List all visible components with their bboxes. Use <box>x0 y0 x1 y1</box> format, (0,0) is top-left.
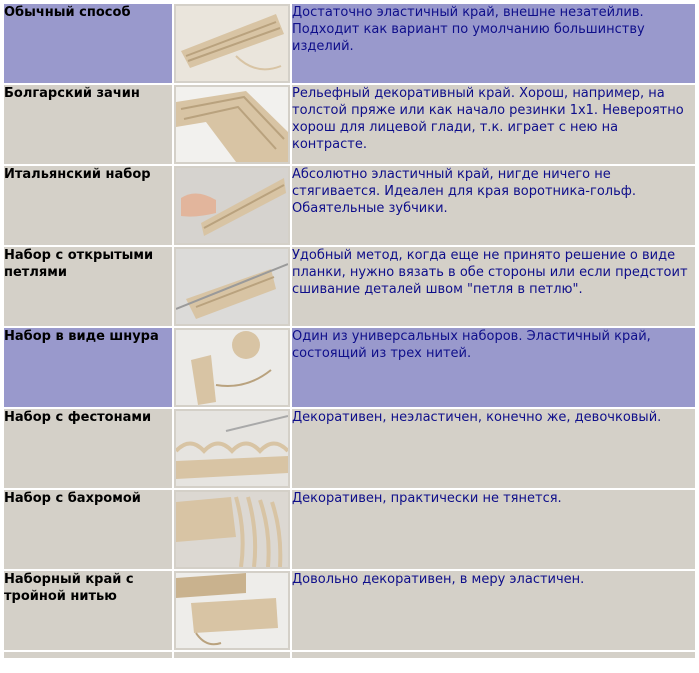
method-description: Довольно декоративен, в меру эластичен. <box>292 571 695 650</box>
table-row <box>4 652 695 658</box>
knit-edge-photo-icon <box>174 409 290 488</box>
method-description: Декоративен, практически не тянется. <box>292 490 695 569</box>
table-row <box>4 490 695 569</box>
knit-edge-photo-icon <box>174 85 290 164</box>
method-description: Абсолютно эластичный край, нигде ничего не стягивается. Идеален для края воротника-гольф. Обаятельные зубчики. <box>292 166 695 245</box>
cast-on-methods-table <box>2 2 697 660</box>
table-row <box>4 85 695 164</box>
knit-edge-photo-icon <box>174 4 290 83</box>
table-row <box>4 166 695 245</box>
method-description: Декоративен, неэластичен, конечно же, девочковый. <box>292 409 695 488</box>
table-row <box>4 4 695 83</box>
table-row <box>4 409 695 488</box>
table-row <box>4 247 695 326</box>
method-name: Итальянский набор <box>4 166 172 245</box>
method-name: Набор с открытыми петлями <box>4 247 172 326</box>
knit-edge-photo-icon <box>174 571 290 650</box>
method-name: Набор с бахромой <box>4 490 172 569</box>
knit-edge-photo-icon <box>174 490 290 569</box>
method-description: Удобный метод, когда еще не принято решение о виде планки, нужно вязать в обе стороны или если предстоит сшивание деталей швом "петля в петлю". <box>292 247 695 326</box>
table-row <box>4 328 695 407</box>
method-description: Рельефный декоративный край. Хорош, например, на толстой пряже или как начало резинки 1х1. Невероятно хорош для лицевой глади, т.к. играет с нею на контрасте. <box>292 85 695 164</box>
method-name: Набор в виде шнура <box>4 328 172 407</box>
method-name: Набор с фестонами <box>4 409 172 488</box>
method-name: Болгарский зачин <box>4 85 172 164</box>
method-name: Обычный способ <box>4 4 172 83</box>
knit-edge-photo-icon <box>174 328 290 407</box>
method-name: Наборный край с тройной нитью <box>4 571 172 650</box>
method-description: Один из универсальных наборов. Эластичный край, состоящий из трех нитей. <box>292 328 695 407</box>
table-row <box>4 571 695 650</box>
knit-edge-photo-icon <box>174 166 290 245</box>
method-description: Достаточно эластичный край, внешне незатейлив. Подходит как вариант по умолчанию большинству изделий. <box>292 4 695 83</box>
knit-edge-photo-icon <box>174 247 290 326</box>
